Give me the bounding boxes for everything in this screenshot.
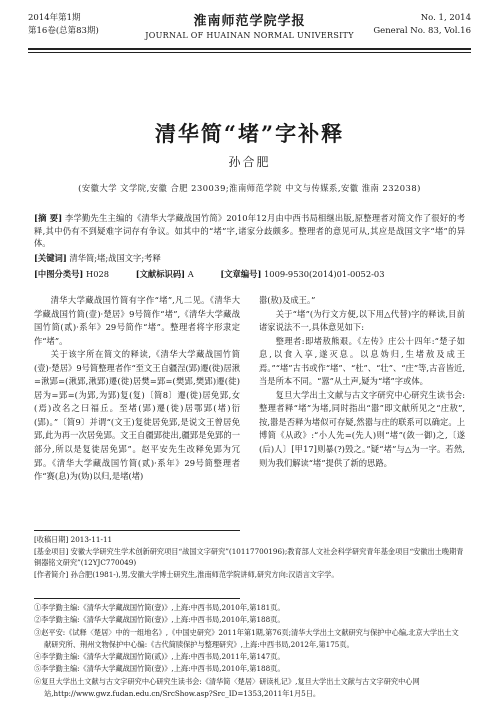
journal-name-cn: 淮南师范学院学报 [193,14,306,29]
classification-line [34,268,465,280]
keywords-text: 清华简;堵;战国文字;考释 [69,253,161,263]
header-rule-thin [28,52,471,53]
footnotes [34,602,465,700]
footnote: ⑤李学勤主编:《清华大学藏战国竹简(壹)》,上海:中西书局,2010年,第188页。 [34,664,285,674]
body-paragraph: 关于“堵”(为行文方便,以下用△代替)字的释读,目前诸家说法不一,具体意见如下: [259,308,465,333]
header-right [373,12,471,38]
footnote: ③赵平安:《试释〈楚居〉中的一组地名》,《中国史研究》2011年第1期,第76页;清华大学出土文献研究与保护中心编,北京大学出土文献研究所、荆州文物保护中心编:《古代简牍保护与整理研究》,上海:中西书局,2012年,第175页。 [34,627,459,649]
volume-en: General No. 83, Vol.16 [373,26,471,36]
body-paragraph: 清华大学藏战国竹简有字作“堵”,凡二见。《清华大学藏战国竹简(壹)·楚居》9号简作“堵”,《清华大学藏战国竹简(贰)·系年》29号简作“堵”。整理者将字形隶定作“堵”。 [34,295,240,346]
doc-code-label: [文献标识码] [135,269,186,279]
footnote: ①李学勤主编:《清华大学藏战国竹简(壹)》,上海:中西书局,2010年,第181页。 [34,603,285,612]
body-paragraph: 关于该字所在简文的释读,《清华大学藏战国竹简(壹)·楚居》9号简整理者作“至文王自疆浧(郢)遷(徙)居湫=湫郢=(湫郢,湫郢)遷(徙)居樊=郢=(樊郢,樊郢)遷(徙)居为=郢=(为郢,为郢)复(复)〔简8〕遷(徙)居免郢,女(焉)改名之曰福丘。至堵(郢)遷(徙)居鄂郢(堵)衍(郢)。”〔简9〕并谓“(文王)复徙居免郢,是说文王曾居免郢,此为再一次居免郢。文王自疆郢徙出,疆郢是免郢的一部分,所以是复徙居免郢”。赵平安先生改释免郢为冗郢。《清华大学藏战国竹简(贰)·系年》29号简整理者作“赛(息)为(妫)以归,是堵(堵) [34,349,240,482]
abstract-text: 李学勤先生主编的《清华大学藏战国竹简》2010年12月由中西书局相继出版,原整理者对简文作了很好的考释,其中仍有不到疑难字词存有争议。如其中的“堵”字,诸家分歧颇多。整理者的意见可从,其应是战国文字“堵”的异体。 [34,213,465,248]
clc-value: H028 [85,269,110,279]
doc-code-value: A [187,269,194,279]
body-paragraph: 复旦大学出土文献与古文字研究中心研究生读书会:整理者释“堵”为堵,同时指出“嚣”即文献所见之“庄敖”,按,嚣是否释为堵似可存疑,然嚣与庄的联系可以确定。上博简《从政》:“小人先=(先人)则“堵”(敛一御)之,〔遂(后)人〕[甲17]则暴(?)毁之。”疑“堵”与△为一字。若然,则为我们解读“堵”提供了新的思路。 [259,389,465,468]
header-rule-thick [28,48,471,50]
abstract [34,212,465,250]
keywords [34,252,465,264]
issue-cn: 2014年第1期 [28,13,81,23]
article-author: 孙合肥 [228,155,271,169]
body-column-left [34,294,240,484]
article-title: 清华简“堵”字补释 [154,121,345,146]
author-bio: [作者简介] 孙合肥(1981-),男,安徽大学博士研究生,淮南师范学院讲师,研究方向:汉语言文字学。 [34,569,339,579]
article-no-label: [文章编号] [220,269,262,279]
article-meta [34,534,465,580]
article-no-value: 1009-9530(2014)01-0052-03 [264,269,385,279]
body-column-right [259,294,465,470]
footnote: ④李学勤主编:《清华大学藏战国竹简(贰)》,上海:中西书局,2011年,第147页。 [34,652,285,662]
journal-name-en: JOURNAL OF HUAINAN NORMAL UNIVERSITY [145,31,354,40]
volume-cn: 第16卷(总第83期) [28,26,99,36]
body-paragraph: 嚣(敖)及成王。” [259,295,316,305]
notes-rule [34,598,240,599]
received-date: [收稿日期] 2013-11-11 [34,535,113,544]
abstract-label: [摘 要] [34,213,63,223]
footnote: ②李学勤主编:《清华大学藏战国竹简(壹)》,上海:中西书局,2010年,第188页。 [34,615,285,625]
keywords-label: [关键词] [34,253,67,263]
body-paragraph: 整理者:即堵敖熊艰。《左传》庄公十四年:“楚子如息,以食入享,遂灭息。以息妫归,生堵敖及成王焉。”“堵”古书或作“堵”、“杜”、“壮”、“庄”等,古音皆近,当是所本不同。“嚣”从土声,疑为“堵”字或体。 [259,335,465,387]
clc [34,269,121,279]
article-no [220,269,396,279]
running-header [28,8,471,58]
author-affiliation: (安徽大学 文学院,安徽 合肥 230039;淮南师范学院 中文与传媒系,安徽 淮南 232038) [78,183,421,193]
issue-en: No. 1, 2014 [420,13,471,23]
doc-code [136,269,206,279]
footnote: ⑥复旦大学出土文献与古文字研究中心研究生读书会:《清华简〈楚居〉研读札记》,复旦大学出土文献与古文字研究中心网站,http://www.gwz.fudan.edu.cn/SrcShow.asp?Src_ID=1353,2011年1月5日。 [34,676,420,699]
fund-info: [基金项目] 安徽大学研究生学术创新研究项目“战国文字研究”(10117700196);教育部人文社会科学研究青年基金项目“安徽出土晚期青铜器铭文研究”(12YJC770049) [34,546,464,567]
clc-label: [中图分类号] [34,269,84,279]
meta-rule [34,530,240,531]
